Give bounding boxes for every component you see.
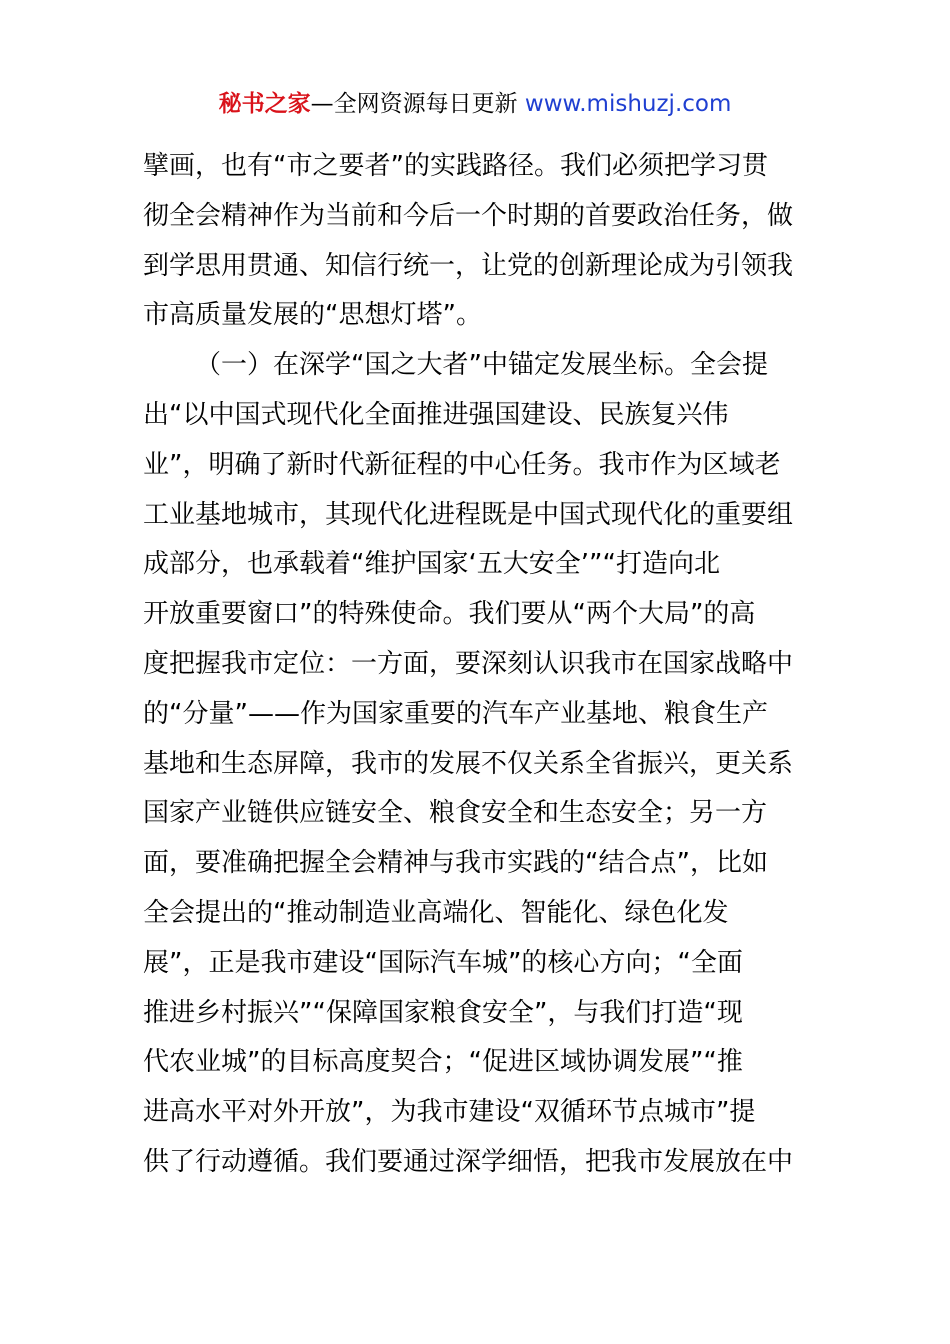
text-line: 到学思用贯通、知信行统一，让党的创新理论成为引领我 [143,250,794,281]
text-line: 业”，明确了新时代新征程的中心任务。我市作为区域老 [143,449,781,480]
text-line: 推进乡村振兴”“保障国家粮食安全”，与我们打造“现 [143,997,743,1028]
text-line: 开放重要窗口”的特殊使命。我们要从“两个大局”的高 [143,599,756,630]
text-line: 市高质量发展的“思想灯塔”。 [143,300,482,331]
document-body [143,142,808,1188]
site-header [0,88,950,120]
text-line: 擘画，也有“市之要者”的实践路径。我们必须把学习贯 [143,151,768,181]
text-line: 成部分，也承载着“维护国家‘五大安全’”“打造向北 [143,549,720,580]
text-line: 进高水平对外开放”，为我市建设“双循环节点城市”提 [143,1097,756,1128]
site-tagline: —全网资源每日更新 [310,91,518,117]
text-line: 供了行动遵循。我们要通过深学细悟，把我市发展放在中 [143,1146,794,1177]
text-line: 全会提出的“推动制造业高端化、智能化、绿色化发 [143,897,729,928]
text-line: 国家产业链供应链安全、粮食安全和生态安全；另一方 [143,798,768,829]
text-line: 的“分量”——作为国家重要的汽车产业基地、粮食生产 [143,698,768,729]
text-line: 展”，正是我市建设“国际汽车城”的核心方向；“全面 [143,947,743,978]
text-line: 彻全会精神作为当前和今后一个时期的首要政治任务，做 [143,200,794,231]
text-line: 代农业城”的目标高度契合；“促进区域协调发展”“推 [143,1047,743,1078]
text-line: （一）在深学“国之大者”中锚定发展坐标。全会提 [195,350,768,381]
site-url[interactable]: www.mishuzj.com [524,91,732,117]
site-brand: 秘书之家 [218,91,311,117]
text-line: 面，要准确把握全会精神与我市实践的“结合点”，比如 [143,848,768,879]
text-line: 度把握我市定位：一方面，要深刻认识我市在国家战略中 [143,648,794,679]
text-line: 出“以中国式现代化全面推进强国建设、民族复兴伟 [143,399,729,430]
text-line: 工业基地城市，其现代化进程既是中国式现代化的重要组 [143,499,794,530]
text-line: 基地和生态屏障，我市的发展不仅关系全省振兴，更关系 [143,748,794,779]
